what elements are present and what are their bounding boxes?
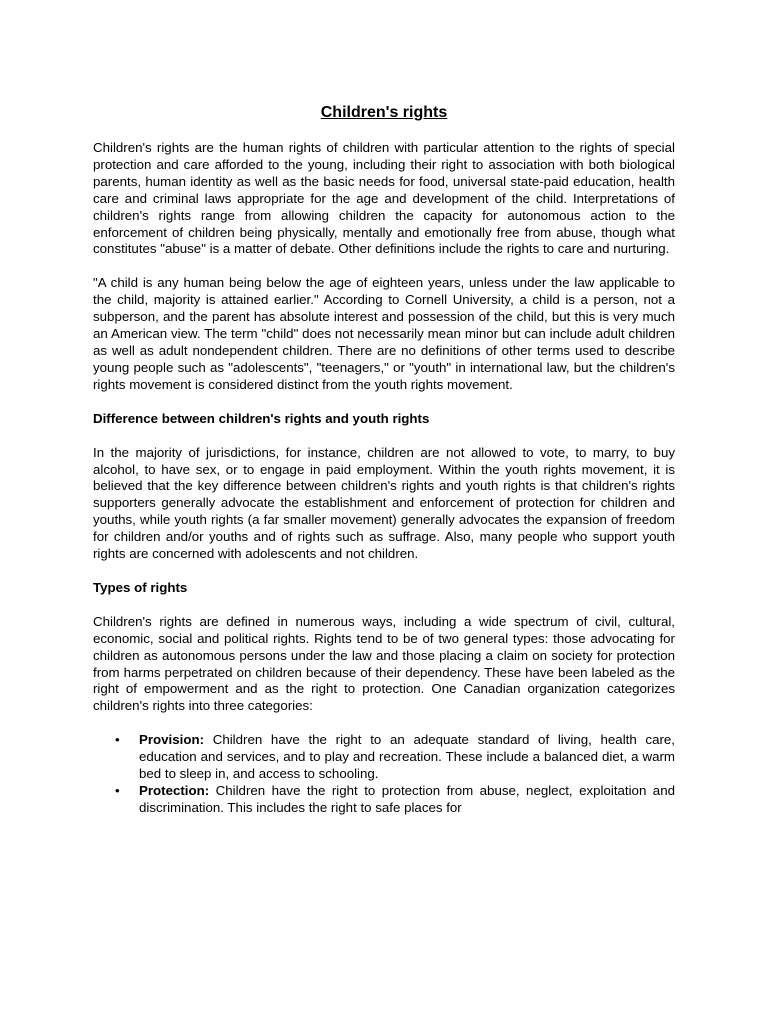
- bullet-icon: •: [115, 783, 120, 798]
- list-item-text: Children have the right to protection from abuse, neglect, exploitation and discrimination. This includes the right to safe places for: [139, 783, 675, 815]
- list-item-provision: [93, 732, 675, 783]
- list-item-term: Provision:: [139, 732, 205, 748]
- difference-paragraph: In the majority of jurisdictions, for instance, children are not allowed to vote, to marry, to buy alcohol, to have sex, or to engage in paid employment. Within the youth rights movement, it is believed that the key difference between children's rights and youth rights is that children's rights supporters generally advocate the establishment and enforcement of protection for children and youths, while youth rights (a far smaller movement) generally advocates the expansion of freedom for children and/or youths and of rights such as suffrage. Also, many people who support youth rights are concerned with adolescents and not children.: [93, 444, 675, 562]
- list-item-text: Children have the right to an adequate standard of living, health care, education and services, and to play and recreation. These include a balanced diet, a warm bed to sleep in, and access to schooling.: [139, 732, 675, 782]
- document-page: [93, 103, 675, 817]
- rights-categories-list: [93, 732, 675, 817]
- page-title: Children's rights: [320, 104, 448, 121]
- section-heading-difference: Difference between children's rights and youth rights: [93, 410, 430, 426]
- types-paragraph: Children's rights are defined in numerous ways, including a wide spectrum of civil, cultural, economic, social and political rights. Rights tend to be of two general types: those advocating for children as autonomous persons under the law and those placing a claim on society for protection from harms perpetrated on children because of their dependency. These have been labeled as the right of empowerment and as the right to protection. One Canadian organization categorizes children's rights into three categories:: [93, 613, 675, 714]
- list-item-term: Protection:: [139, 783, 210, 798]
- definition-paragraph: "A child is any human being below the age of eighteen years, unless under the law applicable to the child, majority is attained earlier." According to Cornell University, a child is a person, not a subperson, and the parent has absolute interest and possession of the child, but this is very much an American view. The term "child" does not necessarily mean minor but can include adult children as well as adult nondependent children. There are no definitions of other terms used to describe young people such as "adolescents", "teenagers," or "youth" in international law, but the children's rights movement is considered distinct from the youth rights movement.: [93, 275, 675, 392]
- section-heading-types: Types of rights: [93, 579, 188, 595]
- bullet-icon: •: [115, 732, 120, 748]
- list-item-protection: [93, 783, 675, 817]
- intro-paragraph: Children's rights are the human rights of children with particular attention to the rights of special protection and care afforded to the young, including their right to association with both biological parents, human identity as well as the basic needs for food, universal state-paid education, health care and criminal laws appropriate for the age and development of the child. Interpretations of children's rights range from allowing children the capacity for autonomous action to the enforcement of children being physically, mentally and emotionally free from abuse, though what constitutes "abuse" is a matter of debate. Other definitions include the rights to care and nurturing.: [93, 140, 675, 257]
